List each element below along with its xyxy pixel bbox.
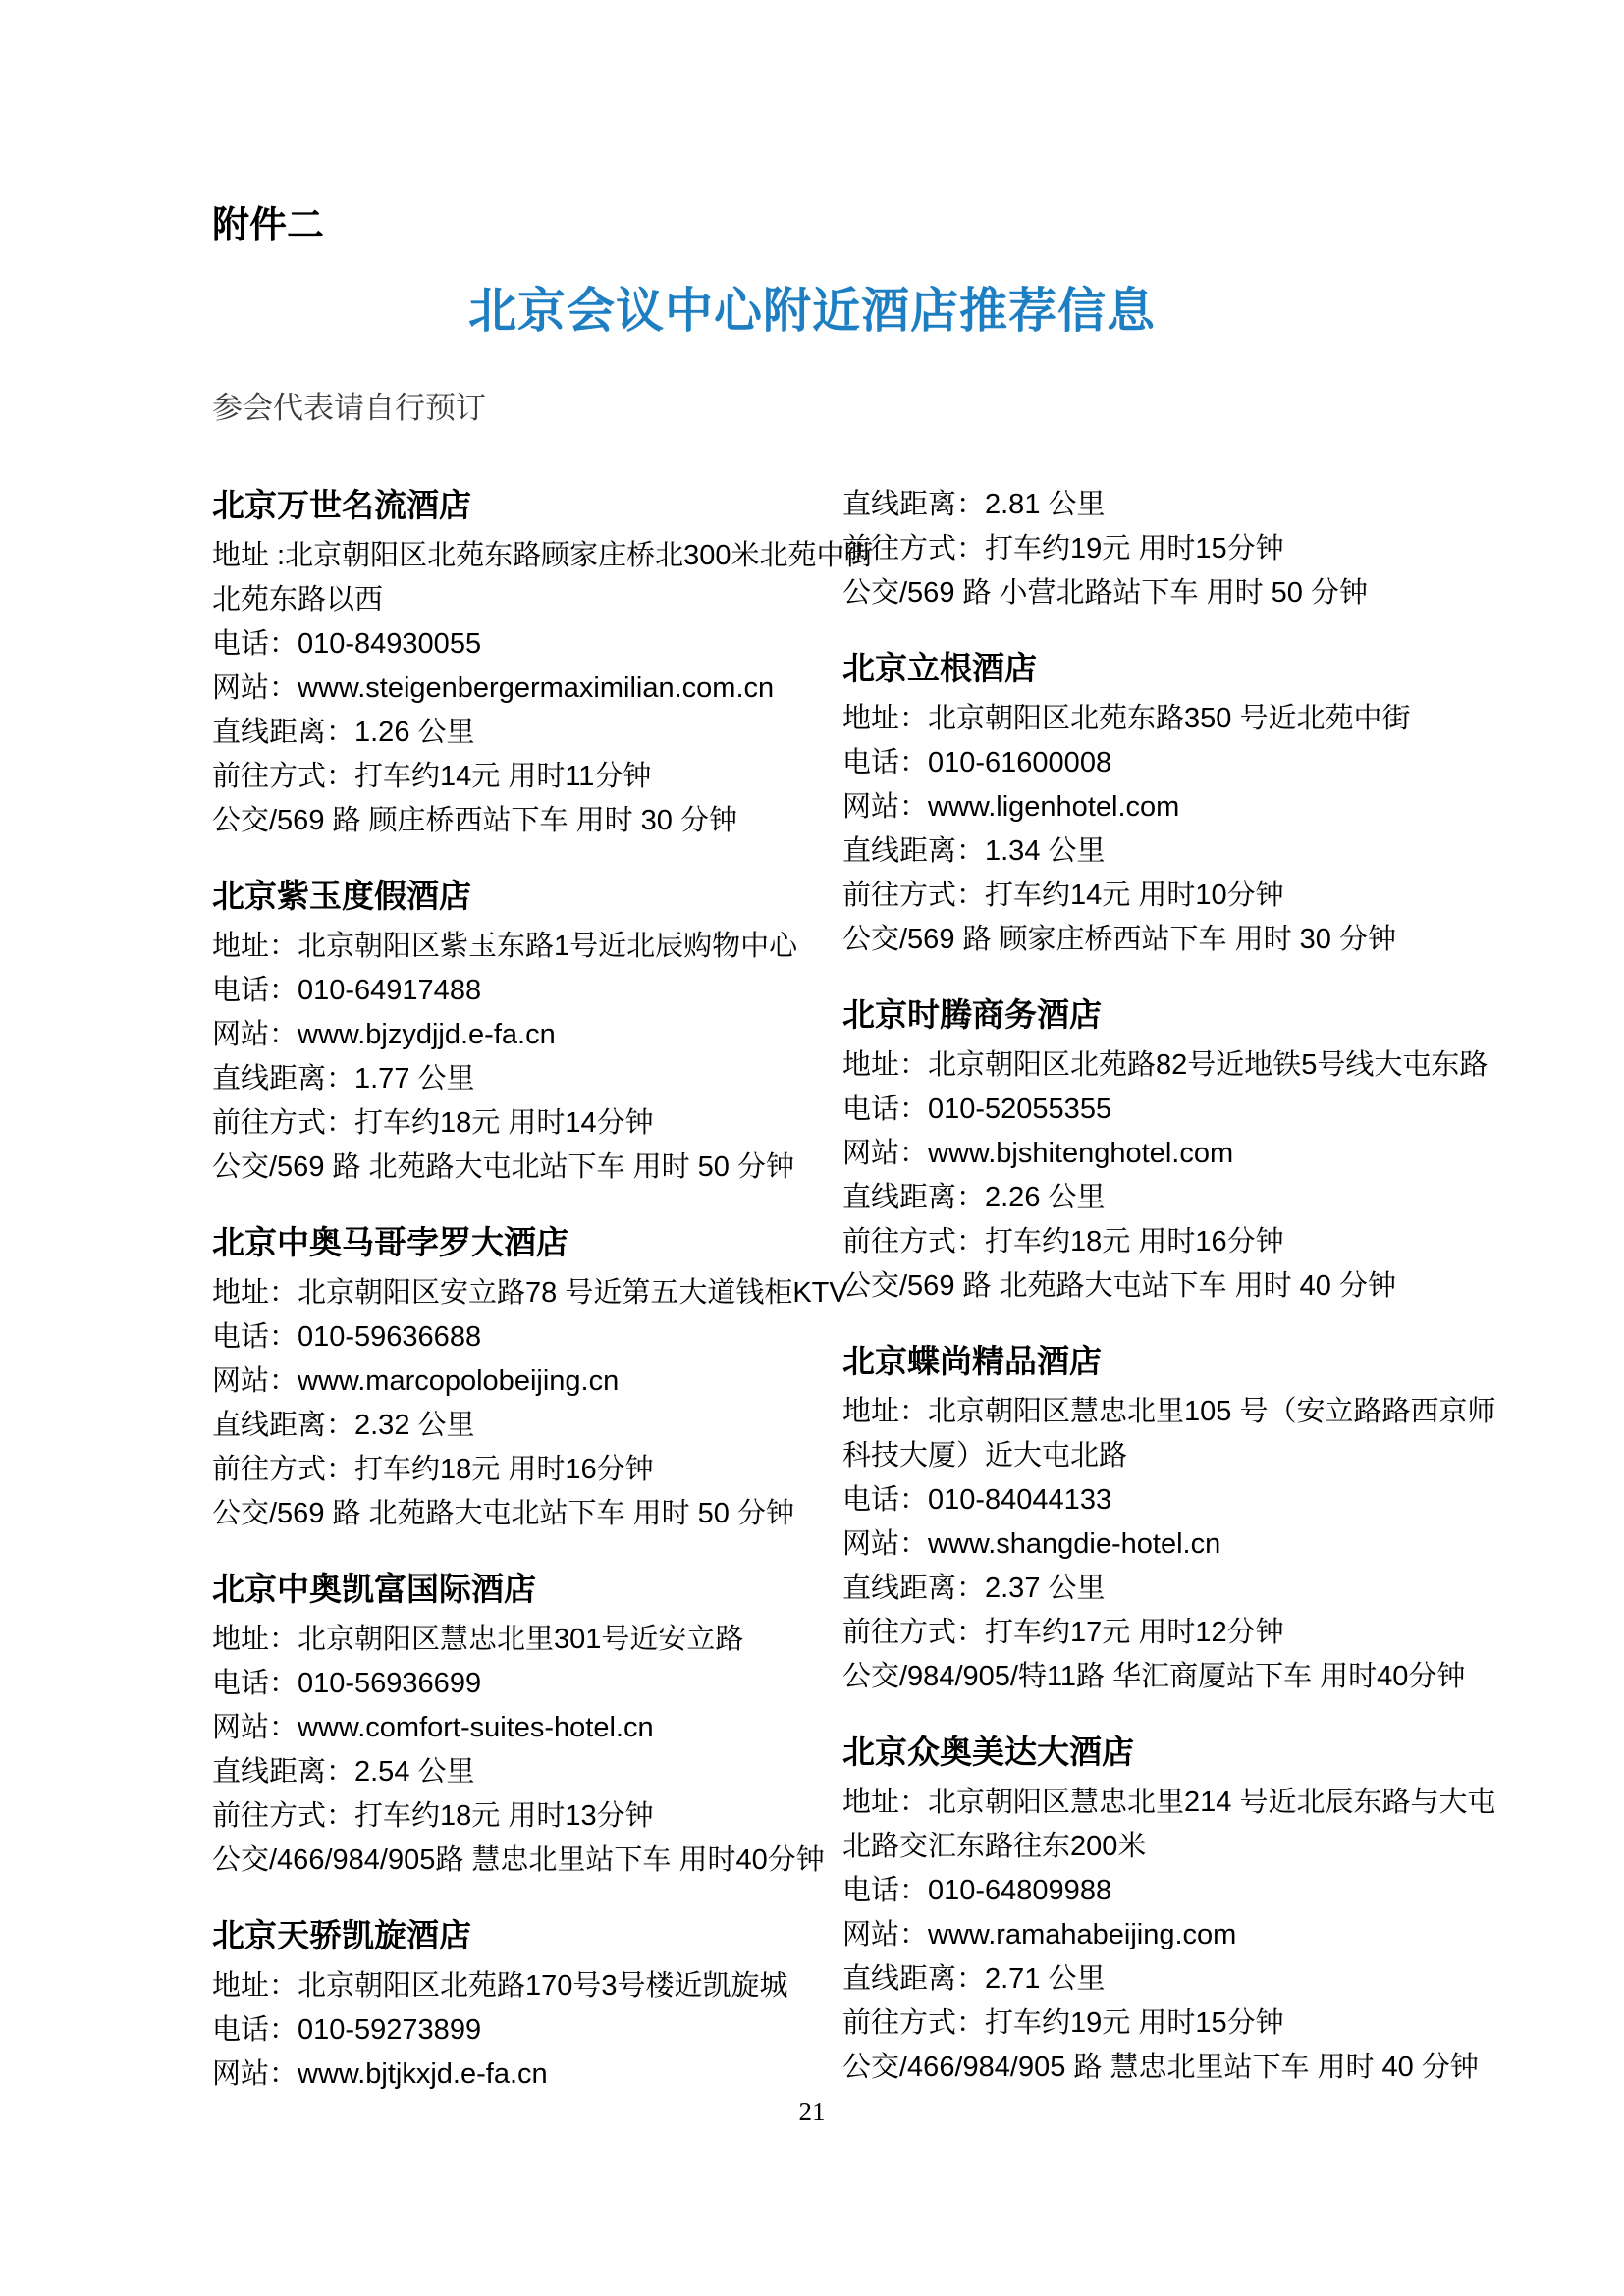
hotel-info-line: 电话：010-56936699 <box>212 1668 482 1699</box>
hotel-info-line: 地址：北京朝阳区北苑路170号3号楼近凯旋城 <box>212 1970 788 2002</box>
hotel-info-line: 北路交汇东路往东200米 <box>842 1831 1147 1862</box>
hotel-info-line: 直线距离：2.32 公里 <box>212 1410 475 1441</box>
hotel-info-line: 前往方式：打车约19元 用时15分钟 <box>842 533 1284 564</box>
hotel-info-line: 地址：北京朝阳区北苑路82号近地铁5号线大屯东路 <box>842 1049 1489 1081</box>
hotel-info-line: 电话：010-59273899 <box>212 2014 482 2046</box>
hotel-name: 北京时腾商务酒店 <box>842 996 1102 1033</box>
hotel-info-line: 网站：www.ramahabeijing.com <box>842 1919 1237 1950</box>
hotel-info-line: 网站：www.ligenhotel.com <box>842 791 1180 823</box>
hotel-info-line: 前往方式：打车约19元 用时15分钟 <box>842 2007 1284 2039</box>
page-title: 北京会议中心附近酒店推荐信息 <box>467 284 1156 338</box>
hotel-block <box>842 646 1495 962</box>
hotel-info-line: 电话：010-64917488 <box>212 975 482 1006</box>
hotel-name: 北京中奥凯富国际酒店 <box>212 1571 536 1607</box>
hotel-info-line: 直线距离：1.26 公里 <box>212 717 475 748</box>
right-column <box>842 483 1495 2120</box>
hotel-info-line: 网站：www.comfort-suites-hotel.cn <box>212 1712 654 1743</box>
hotel-info-line: 电话：010-84930055 <box>212 628 482 660</box>
hotel-info-line: 网站：www.bjshitenghotel.com <box>842 1138 1234 1169</box>
hotel-block <box>842 483 1495 615</box>
hotel-info-line: 公交/569 路 北苑路大屯北站下车 用时 50 分钟 <box>212 1498 794 1529</box>
hotel-name: 北京万世名流酒店 <box>212 487 471 523</box>
hotel-name: 北京蝶尚精品酒店 <box>842 1343 1102 1379</box>
hotel-info-line: 网站：www.bjtjkxjd.e-fa.cn <box>212 2058 548 2090</box>
hotel-info-line: 公交/569 路 北苑路大屯北站下车 用时 50 分钟 <box>212 1151 794 1183</box>
hotel-info-line: 电话：010-59636688 <box>212 1321 482 1353</box>
hotel-info-line: 网站：www.shangdie-hotel.cn <box>842 1528 1221 1560</box>
hotel-info-line: 前往方式：打车约18元 用时13分钟 <box>212 1800 654 1832</box>
hotel-info-line: 地址：北京朝阳区慧忠北里214 号近北辰东路与大屯 <box>842 1787 1496 1818</box>
attachment-label: 附件二 <box>212 205 325 246</box>
hotel-info-line: 网站：www.steigenbergermaximilian.com.cn <box>212 672 775 704</box>
hotel-block <box>842 992 1495 1308</box>
hotel-info-line: 地址：北京朝阳区慧忠北里105 号（安立路路西京师 <box>842 1396 1496 1427</box>
hotel-info-line: 前往方式：打车约17元 用时12分钟 <box>842 1617 1284 1648</box>
hotel-block <box>212 874 845 1190</box>
hotel-block <box>212 1567 845 1883</box>
hotel-info-line: 地址：北京朝阳区安立路78 号近第五大道钱柜KTV <box>212 1277 848 1308</box>
hotel-block <box>212 483 874 843</box>
hotel-info-line: 直线距离：1.77 公里 <box>212 1063 475 1095</box>
hotel-info-line: 直线距离：2.54 公里 <box>212 1756 475 1788</box>
hotel-info-line: 直线距离：2.81 公里 <box>842 489 1106 520</box>
hotel-info-line: 前往方式：打车约18元 用时14分钟 <box>212 1107 654 1139</box>
hotel-info-line: 公交/569 路 北苑路大屯站下车 用时 40 分钟 <box>842 1270 1396 1302</box>
hotel-info-line: 直线距离：2.37 公里 <box>842 1573 1106 1604</box>
hotel-info-line: 电话：010-84044133 <box>842 1484 1112 1516</box>
hotel-block <box>842 1730 1495 2090</box>
hotel-name: 北京中奥马哥孛罗大酒店 <box>212 1224 568 1260</box>
hotel-info-line: 电话：010-52055355 <box>842 1094 1112 1125</box>
page-subtitle: 参会代表请自行预订 <box>212 391 486 425</box>
hotel-info-line: 公交/466/984/905路 慧忠北里站下车 用时40分钟 <box>212 1844 825 1876</box>
hotel-info-line: 前往方式：打车约18元 用时16分钟 <box>212 1454 654 1485</box>
hotel-info-line: 直线距离：2.26 公里 <box>842 1182 1106 1213</box>
hotel-info-line: 前往方式：打车约14元 用时10分钟 <box>842 880 1284 911</box>
hotel-info-line: 电话：010-64809988 <box>842 1875 1112 1906</box>
hotel-info-line: 公交/569 路 顾家庄桥西站下车 用时 30 分钟 <box>842 924 1396 955</box>
hotel-name: 北京立根酒店 <box>842 650 1037 686</box>
hotel-info-line: 地址 :北京朝阳区北苑东路顾家庄桥北300米北苑中街 <box>212 540 874 571</box>
hotel-info-line: 直线距离：1.34 公里 <box>842 835 1106 867</box>
hotel-info-line: 网站：www.marcopolobeijing.cn <box>212 1365 620 1397</box>
hotel-info-line: 公交/569 路 顾庄桥西站下车 用时 30 分钟 <box>212 805 737 836</box>
hotel-block <box>842 1339 1495 1699</box>
hotel-name: 北京天骄凯旋酒店 <box>212 1917 471 1953</box>
hotel-block <box>212 1913 845 2097</box>
left-column <box>212 483 874 2127</box>
hotel-info-line: 地址：北京朝阳区慧忠北里301号近安立路 <box>212 1624 744 1655</box>
hotel-info-line: 电话：010-61600008 <box>842 747 1112 778</box>
hotel-info-line: 公交/984/905/特11路 华汇商厦站下车 用时40分钟 <box>842 1661 1466 1692</box>
hotel-block <box>212 1220 848 1536</box>
hotel-info-line: 直线距离：2.71 公里 <box>842 1963 1106 1995</box>
hotel-info-line: 网站：www.bjzydjjd.e-fa.cn <box>212 1019 556 1050</box>
hotel-info-line: 公交/569 路 小营北路站下车 用时 50 分钟 <box>842 577 1368 609</box>
hotel-info-line: 北苑东路以西 <box>212 584 384 615</box>
hotel-info-line: 前往方式：打车约18元 用时16分钟 <box>842 1226 1284 1257</box>
page-number: 21 <box>798 2097 826 2126</box>
hotel-info-line: 前往方式：打车约14元 用时11分钟 <box>212 761 652 792</box>
hotel-name: 北京紫玉度假酒店 <box>212 878 471 914</box>
hotel-name: 北京众奥美达大酒店 <box>842 1734 1134 1770</box>
hotel-info-line: 科技大厦）近大屯北路 <box>842 1440 1128 1471</box>
hotel-info-line: 公交/466/984/905 路 慧忠北里站下车 用时 40 分钟 <box>842 2052 1479 2083</box>
hotel-info-line: 地址：北京朝阳区北苑东路350 号近北苑中街 <box>842 703 1411 734</box>
hotel-info-line: 地址：北京朝阳区紫玉东路1号近北辰购物中心 <box>212 931 798 962</box>
